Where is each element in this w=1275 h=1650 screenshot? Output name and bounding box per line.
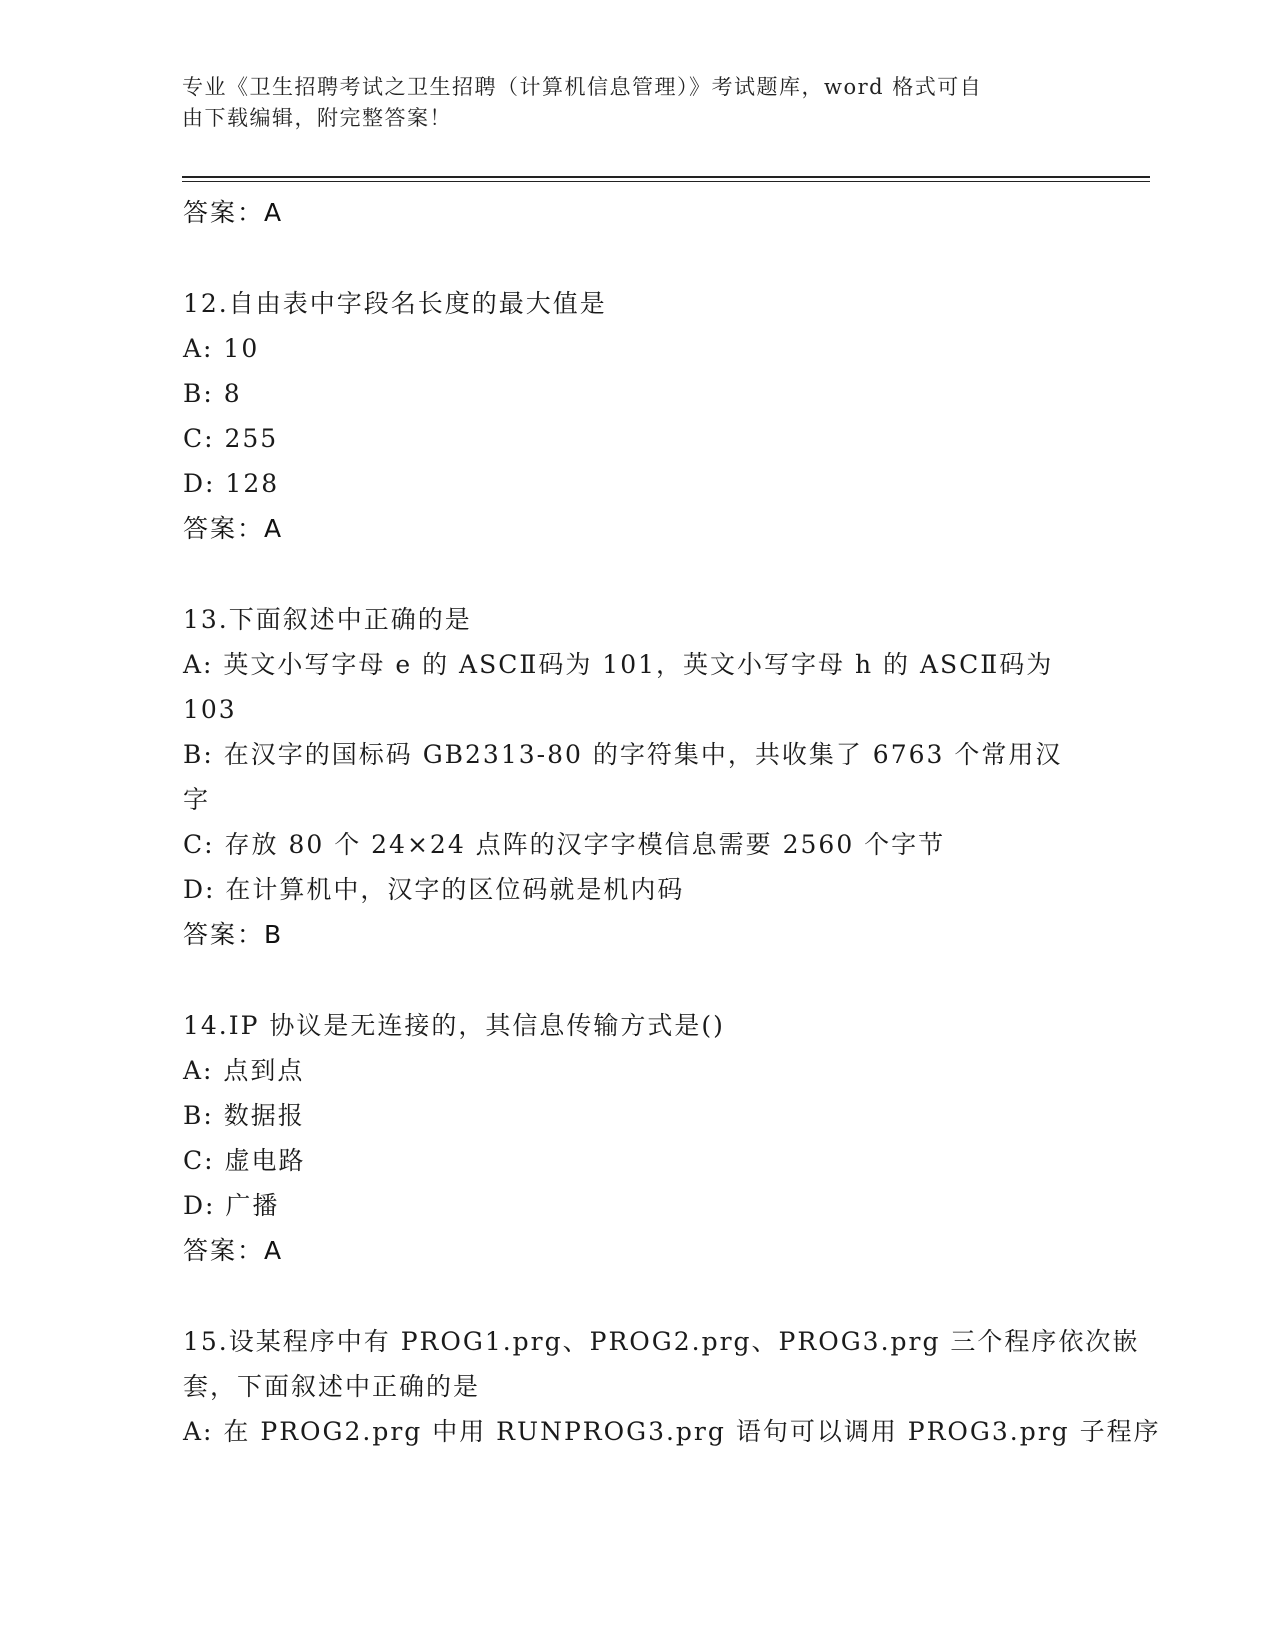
question-14-option-d: D: 广播 [183, 1191, 280, 1220]
question-12-option-c: C: 255 [183, 424, 279, 453]
question-15-text-line-2: 套，下面叙述中正确的是 [183, 1372, 481, 1401]
question-14-text: 14.IP 协议是无连接的，其信息传输方式是() [183, 1011, 725, 1040]
header-divider-thick [182, 176, 1150, 178]
document-header [182, 72, 1062, 134]
question-15-text-line-1: 15.设某程序中有 PROG1.prg、PROG2.prg、PROG3.prg 三个程序依次嵌 [183, 1327, 1140, 1356]
header-line-2: 由下载编辑，附完整答案！ [182, 106, 452, 130]
question-13-option-d: D: 在计算机中，汉字的区位码就是机内码 [183, 875, 685, 904]
question-12-text: 12.自由表中字段名长度的最大值是 [183, 289, 607, 318]
answer-previous: 答案：A [183, 198, 284, 227]
question-14-answer: 答案：A [183, 1236, 284, 1265]
question-15-option-a: A: 在 PROG2.prg 中用 RUNPROG3.prg 语句可以调用 PROG3.prg 子程序 [183, 1417, 1161, 1446]
spacer [183, 1273, 1083, 1319]
question-12-option-d: D: 128 [183, 469, 280, 498]
question-14-option-b: B: 数据报 [183, 1101, 305, 1130]
header-line-1: 专业《卫生招聘考试之卫生招聘（计算机信息管理）》考试题库，word 格式可自 [182, 75, 983, 99]
question-15 [183, 1319, 1161, 1454]
question-14-option-c: C: 虚电路 [183, 1146, 306, 1175]
question-13-text: 13.下面叙述中正确的是 [183, 605, 472, 634]
spacer [183, 551, 1083, 597]
question-14 [183, 1003, 1083, 1273]
header-divider-thin [182, 181, 1150, 182]
question-13-answer: 答案：B [183, 920, 284, 949]
question-13-option-a-line-1: A: 英文小写字母 e 的 ASCⅡ码为 101，英文小写字母 h 的 ASCⅡ码为 [183, 650, 1054, 679]
question-12-option-a: A: 10 [183, 334, 260, 363]
question-12-option-b: B: 8 [183, 379, 242, 408]
spacer [183, 957, 1083, 1003]
question-13-option-c: C: 存放 80 个 24×24 点阵的汉字字模信息需要 2560 个字节 [183, 830, 946, 859]
question-13-option-b-line-1: B: 在汉字的国标码 GB2313-80 的字符集中，共收集了 6763 个常用汉 [183, 740, 1063, 769]
question-13-option-a-line-2: 103 [183, 695, 237, 724]
question-12 [183, 281, 1083, 551]
question-12-answer: 答案：A [183, 514, 284, 543]
question-14-option-a: A: 点到点 [183, 1056, 305, 1085]
spacer [183, 235, 1083, 281]
document-body [183, 190, 1161, 1454]
question-13 [183, 597, 1083, 957]
question-13-option-b-line-2: 字 [183, 785, 211, 814]
